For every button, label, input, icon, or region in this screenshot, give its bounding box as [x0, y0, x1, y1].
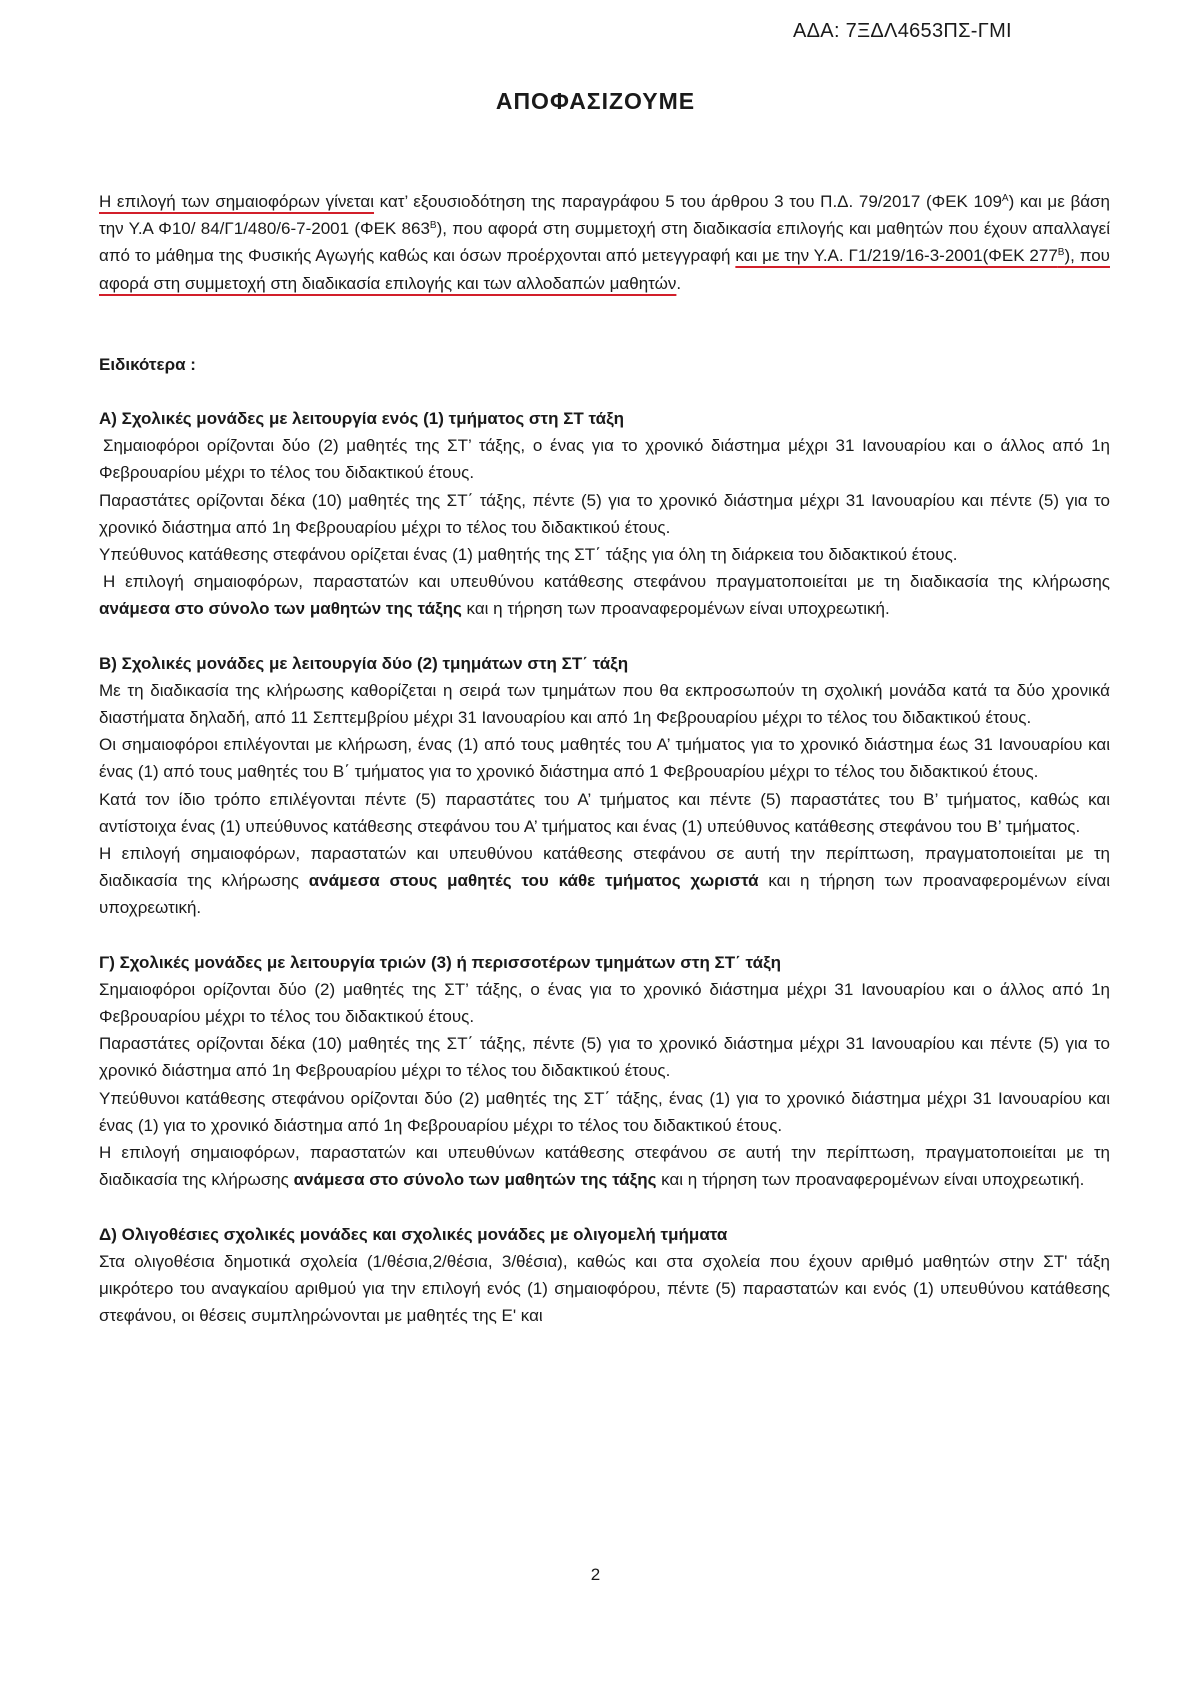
section-a-para-2: Παραστάτες ορίζονται δέκα (10) μαθητές της ΣΤ΄ τάξης, πέντε (5) για το χρονικό διάστημα μέχρι 31 Ιανουαρίου και πέντε (5) για το χρονικό διάστημα από 1η Φεβρουαρίου μέχρι το τέλος του διδακτικού έτους. — [99, 490, 1110, 537]
section-b-para-3: Κατά τον ίδιο τρόπο επιλέγονται πέντε (5) παραστάτες του Α’ τμήματος και πέντε (5) παραστάτες του Β’ τμήματος, καθώς και αντίστοιχα ένας (1) υπεύθυνος κατάθεσης στεφάνου του Α’ τμήματος και ένας (1) υπεύθυνος κατάθεσης στεφάνου του Β’ τμήματος. — [99, 789, 1110, 836]
spacer — [99, 922, 1110, 949]
section-c-para-4-end: και η τήρηση των προαναφερομένων είναι υποχρεωτική. — [656, 1170, 1085, 1190]
section-d-heading: Δ) Ολιγοθέσιες σχολικές μονάδες και σχολικές μονάδες με ολιγομελή τμήματα — [99, 1224, 728, 1244]
intro-superscript-2: Β — [429, 220, 437, 232]
section-a-para-4-end: και η τήρηση των προαναφερομένων είναι υποχρεωτική. — [461, 599, 890, 619]
section-a-heading: Α) Σχολικές μονάδες με λειτουργία ενός (1) τμήματος στη ΣΤ τάξη — [99, 409, 625, 429]
intro-superscript-1: Α — [1001, 193, 1009, 204]
section-c-para-4-bold: ανάμεσα στο σύνολο των μαθητών της τάξης — [293, 1170, 657, 1190]
spacer — [99, 1194, 1110, 1221]
section-a-para-3: Υπεύθυνος κατάθεσης στεφάνου ορίζεται ένας (1) μαθητής της ΣΤ΄ τάξης για όλη τη διάρκεια του διδακτικού έτους. — [99, 545, 958, 565]
intro-text-3: ), που αφορά στη συμμετοχή στη διαδικασία επιλογής και μαθητών που έχουν απαλλαγεί από το μάθημα της Φυσικής Αγωγής καθώς και όσων προέρχονται από μετεγγραφή — [99, 219, 1110, 266]
spacer — [99, 623, 1110, 650]
section-b-para-4 — [99, 840, 1110, 922]
section-a-para-1: Σημαιοφόροι ορίζονται δύο (2) μαθητές της ΣΤ’ τάξης, ο ένας για το χρονικό διάστημα μέχρι 31 Ιανουαρίου και ο άλλος από 1η Φεβρουαρίου μέχρι το τέλος του διδακτικού έτους. — [99, 436, 1110, 483]
spacer — [99, 297, 1110, 351]
section-c-para-3: Υπεύθυνοι κατάθεσης στεφάνου ορίζονται δύο (2) μαθητές της ΣΤ΄ τάξης, ένας (1) για το χρονικό διάστημα μέχρι 31 Ιανουαρίου και ένας (1) για το χρονικό διάστημα από 1η Φεβρουαρίου μέχρι το τέλος του διδακτικού έτους. — [99, 1088, 1110, 1135]
section-b-para-1: Με τη διαδικασία της κλήρωσης καθορίζεται η σειρά των τμημάτων που θα εκπροσωπούν τη σχολική μονάδα κατά τα δύο χρονικά διαστήματα δηλαδή, από 11 Σεπτεμβρίου μέχρι 31 Ιανουαρίου και από 1η Φεβρουαρίου μέχρι το τέλος του διδακτικού έτους. — [99, 680, 1110, 728]
page-number: 2 — [590, 1565, 601, 1584]
intro-period: . — [676, 273, 682, 293]
section-c-para-4 — [99, 1139, 1110, 1193]
section-a-para-4-text: Η επιλογή σημαιοφόρων, παραστατών και υπευθύνου κατάθεσης στεφάνου πραγματοποιείται με τη διαδικασία της κλήρωσης — [103, 572, 1110, 592]
section-b-para-4-end: και η τήρηση των προαναφερομένων είναι υποχρεωτική. — [99, 871, 1110, 918]
document-body — [99, 188, 1110, 1329]
intro-paragraph — [99, 188, 1110, 297]
intro-superscript-3: Β — [1057, 247, 1065, 259]
specifically-heading: Ειδικότερα : — [99, 354, 196, 374]
section-c-para-1: Σημαιοφόροι ορίζονται δύο (2) μαθητές της ΣΤ’ τάξης, ο ένας για το χρονικό διάστημα μέχρι 31 Ιανουαρίου και ο άλλος από 1η Φεβρουαρίου μέχρι το τέλος του διδακτικού έτους. — [99, 979, 1110, 1027]
section-b-heading: Β) Σχολικές μονάδες με λειτουργία δύο (2) τμημάτων στη ΣΤ΄ τάξη — [99, 653, 629, 673]
intro-text-2: ) και με βάση την Υ.Α Φ10/ 84/Γ1/480/6-7-2001 (ΦΕΚ 863 — [99, 192, 1111, 239]
document-title: ΑΠΟΦΑΣΙΖΟΥΜΕ — [495, 88, 696, 114]
ada-code: ΑΔΑ: 7ΞΔΛ4653ΠΣ-ΓΜΙ — [793, 20, 1012, 42]
section-c-para-4-text: Η επιλογή σημαιοφόρων, παραστατών και υπευθύνων κατάθεσης στεφάνου σε αυτή την περίπτωση, πραγματοποιείται με τη διαδικασία της κλήρωσης — [99, 1143, 1110, 1190]
intro-ref-text: και με την Υ.Α. Γ1/219/16-3-2001(ΦΕΚ 277 — [735, 246, 1058, 266]
section-c-para-2: Παραστάτες ορίζονται δέκα (10) μαθητές της ΣΤ΄ τάξης, πέντε (5) για το χρονικό διάστημα μέχρι 31 Ιανουαρίου και πέντε (5) για το χρονικό διάστημα από 1η Φεβρουαρίου μέχρι το τέλος του διδακτικού έτους. — [99, 1034, 1110, 1081]
intro-text-1: κατ’ εξουσιοδότηση της παραγράφου 5 του άρθρου 3 του Π.Δ. 79/2017 (ΦΕΚ 109 — [374, 192, 1002, 211]
section-c-heading: Γ) Σχολικές μονάδες με λειτουργία τριών (3) ή περισσοτέρων τμημάτων στη ΣΤ΄ τάξη — [99, 952, 782, 972]
spacer — [99, 378, 1110, 405]
intro-ref-text-2: ), που αφορά στη συμμετοχή στη διαδικασία επιλογής και των αλλοδαπών μαθητών — [99, 246, 1110, 293]
section-b-para-4-bold: ανάμεσα στους μαθητές του κάθε τμήματος χωριστά — [308, 871, 759, 891]
intro-underlined-lead: Η επιλογή των σημαιοφόρων γίνεται — [99, 192, 375, 211]
section-a-para-4 — [99, 568, 1110, 622]
section-a-para-4-bold: ανάμεσα στο σύνολο των μαθητών της τάξης — [99, 599, 462, 619]
section-b-para-2: Οι σημαιοφόροι επιλέγονται με κλήρωση, ένας (1) από τους μαθητές του Α’ τμήματος για το χρονικό διάστημα έως 31 Ιανουαρίου και ένας (1) από τους μαθητές του Β΄ τμήματος για το χρονικό διάστημα από 1 Φεβρουαρίου μέχρι το τέλος του διδακτικού έτους. — [99, 735, 1110, 782]
section-d-para-1: Στα ολιγοθέσια δημοτικά σχολεία (1/θέσια,2/θέσια, 3/θέσια), καθώς και στα σχολεία που έχουν αριθμό μαθητών στην ΣΤ' τάξη μικρότερο του αναγκαίου αριθμού για την επιλογή ενός (1) σημαιοφόρου, πέντε (5) παραστατών και ενός (1) υπευθύνου κατάθεσης στεφάνου, οι θέσεις συμπληρώνονται με μαθητές της Ε' και — [99, 1251, 1110, 1326]
section-b-para-4-text: Η επιλογή σημαιοφόρων, παραστατών και υπευθύνου κατάθεσης στεφάνου σε αυτή την περίπτωση, πραγματοποιείται με τη διαδικασία της κλήρωσης — [99, 844, 1110, 891]
